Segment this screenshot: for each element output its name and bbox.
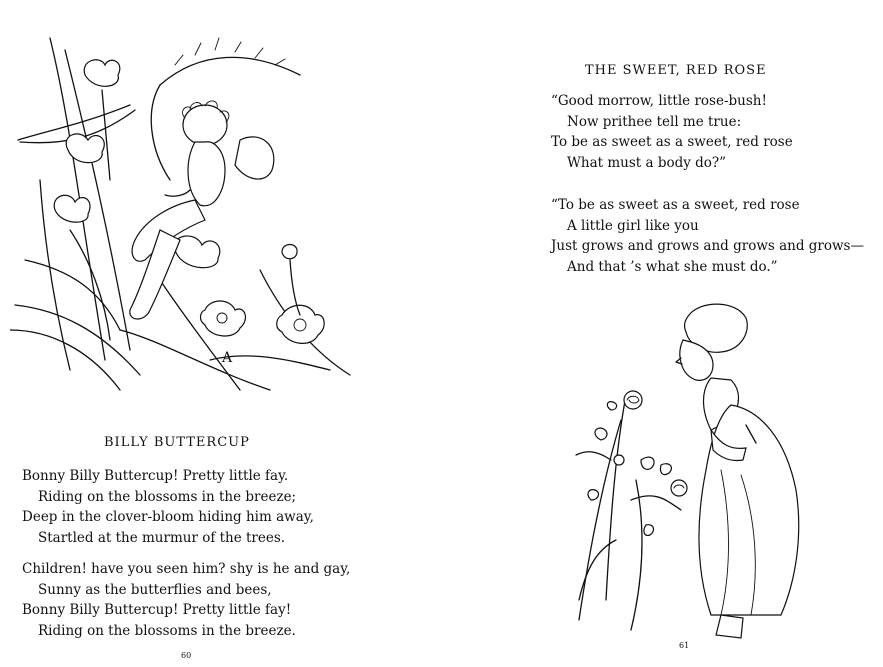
right-page <box>441 0 883 667</box>
verse-line: “To be as sweet as a sweet, red rose <box>551 197 800 213</box>
verse-line: Bonny Billy Buttercup! Pretty little fay! <box>22 602 292 618</box>
stanza-1 <box>551 91 793 173</box>
verse-line: “Good morrow, little rose-bush! <box>551 93 767 109</box>
stanza-1 <box>22 466 314 548</box>
fairy-buttercup-illustration <box>10 30 360 400</box>
verse-line: Children! have you seen him? shy is he and gay, <box>22 561 351 577</box>
verse-line: Startled at the murmur of the trees. <box>38 529 286 546</box>
verse-line: And that ’s what she must do.” <box>567 258 778 275</box>
page-number: 60 <box>181 651 192 660</box>
verse-line: What must a body do?” <box>567 154 727 171</box>
page-number: 61 <box>679 641 690 650</box>
verse-line: Now prithee tell me true: <box>567 113 742 130</box>
girl-rose-illustration <box>571 300 811 645</box>
poem-title: THE SWEET, RED ROSE <box>585 63 767 78</box>
verse-line: Riding on the blossoms in the breeze. <box>38 622 296 639</box>
verse-line: Deep in the clover-bloom hiding him away, <box>22 509 314 525</box>
verse-line: To be as sweet as a sweet, red rose <box>551 134 793 150</box>
illustration-monogram: A <box>222 350 233 366</box>
verse-line: Sunny as the butterflies and bees, <box>38 581 272 598</box>
verse-line: Just grows and grows and grows and grows— <box>551 238 864 254</box>
verse-line: A little girl like you <box>567 217 699 234</box>
stanza-2 <box>22 559 350 641</box>
left-page <box>0 0 441 667</box>
verse-line: Riding on the blossoms in the breeze; <box>38 488 297 505</box>
poem-title: BILLY BUTTERCUP <box>104 435 250 450</box>
verse-line: Bonny Billy Buttercup! Pretty little fay. <box>22 468 289 484</box>
stanza-2 <box>551 195 864 277</box>
